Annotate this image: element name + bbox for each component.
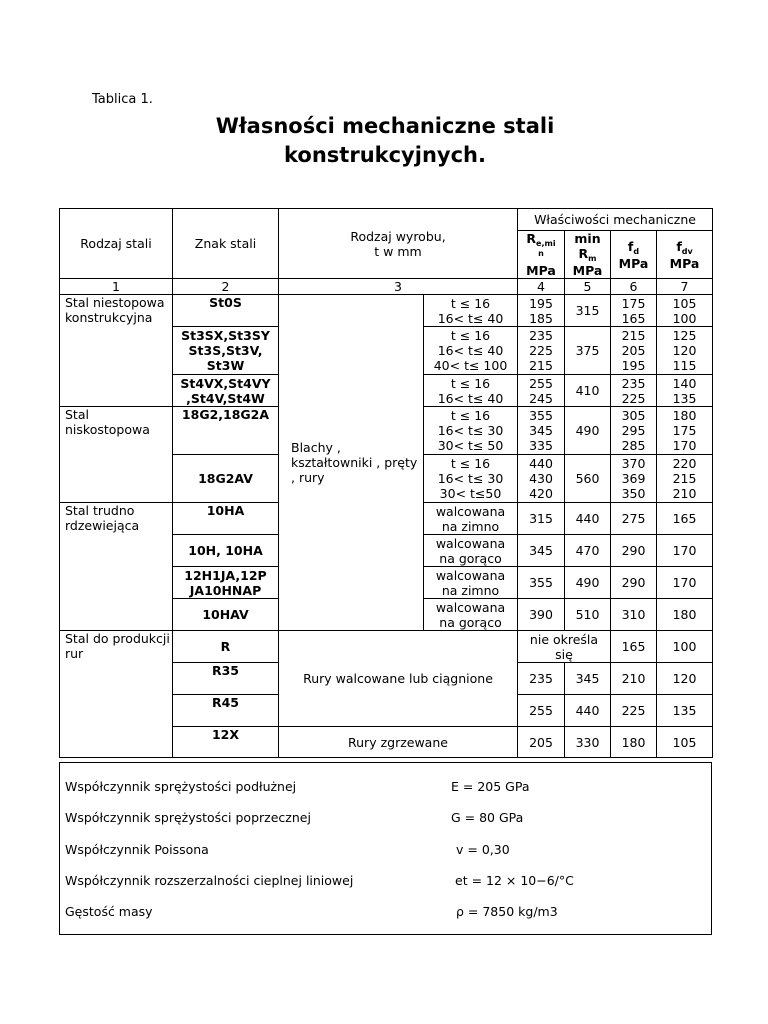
material-constants-box bbox=[59, 762, 712, 935]
thickness-cell: t ≤ 16 16< t≤ 30 30< t≤50 bbox=[424, 455, 518, 503]
header-re-symbol: R bbox=[526, 231, 537, 246]
re-cell: 440 430 420 bbox=[518, 455, 565, 503]
fd-cell: 165 bbox=[611, 631, 657, 663]
header-fd-symbol: f bbox=[627, 238, 634, 254]
rm-cell: 470 bbox=[565, 535, 611, 567]
thickness-cell: t ≤ 16 16< t≤ 40 40< t≤ 100 bbox=[424, 327, 518, 375]
column-number-row bbox=[60, 279, 713, 295]
rm-cell: 375 bbox=[565, 327, 611, 375]
fd-cell: 290 bbox=[611, 567, 657, 599]
steel-type-niestopowa: Stal niestopowa konstrukcyjna bbox=[60, 295, 173, 407]
property-value: G = 80 GPa bbox=[451, 810, 524, 825]
table-label: Tablica 1. bbox=[92, 92, 153, 107]
property-name: Współczynnik Poissona bbox=[65, 842, 209, 857]
header-rodzaj-wyrobu-line-1: Rodzaj wyrobu, bbox=[350, 228, 446, 244]
grade-cell: 10HA bbox=[173, 503, 279, 535]
fdv-cell: 135 bbox=[657, 695, 713, 727]
col-number: 5 bbox=[565, 279, 611, 295]
header-rm-sub: m bbox=[588, 254, 597, 263]
re-cell: 205 bbox=[518, 727, 565, 758]
grade-cell: R45 bbox=[173, 695, 279, 727]
rm-cell: 510 bbox=[565, 599, 611, 631]
property-row bbox=[65, 873, 705, 889]
fdv-cell: 220 215 210 bbox=[657, 455, 713, 503]
fdv-cell: 105 bbox=[657, 727, 713, 758]
grade-cell: 10HAV bbox=[173, 599, 279, 631]
header-fdv-unit: MPa bbox=[669, 255, 700, 271]
grade-cell: 18G2,18G2A bbox=[173, 407, 279, 455]
fd-cell: 225 bbox=[611, 695, 657, 727]
product-rury-zgrzewane: Rury zgrzewane bbox=[279, 727, 518, 758]
property-row bbox=[65, 810, 705, 826]
product-rury-walcowane: Rury walcowane lub ciągnione bbox=[279, 631, 518, 727]
header-rodzaj-wyrobu-line-2: t w mm bbox=[374, 243, 422, 259]
property-row bbox=[65, 779, 705, 795]
grade-cell: St0S bbox=[173, 295, 279, 327]
header-rm-min: min bbox=[574, 231, 601, 246]
col-number: 2 bbox=[173, 279, 279, 295]
re-rm-cell: nie określa się bbox=[518, 631, 611, 663]
header-re-sub-2: n bbox=[538, 249, 544, 258]
thickness-cell: walcowana na zimno bbox=[424, 567, 518, 599]
col-number: 6 bbox=[611, 279, 657, 295]
rm-cell: 490 bbox=[565, 567, 611, 599]
rm-cell: 315 bbox=[565, 295, 611, 327]
fd-cell: 275 bbox=[611, 503, 657, 535]
product-blachy: Blachy , kształtowniki , pręty , rury bbox=[279, 295, 424, 631]
thickness-cell: t ≤ 16 16< t≤ 40 bbox=[424, 295, 518, 327]
header-wlasciwosci: Właściwości mechaniczne bbox=[518, 209, 713, 231]
header-re-sub: e,mi bbox=[536, 239, 556, 248]
page-title bbox=[130, 112, 640, 170]
fd-cell: 305 295 285 bbox=[611, 407, 657, 455]
col-number: 7 bbox=[657, 279, 713, 295]
header-rm-symbol: R bbox=[578, 246, 589, 261]
rm-cell: 345 bbox=[565, 663, 611, 695]
table-row bbox=[60, 631, 713, 663]
grade-cell: 12X bbox=[173, 727, 279, 758]
fd-cell: 210 bbox=[611, 663, 657, 695]
property-value: et = 12 × 10−6/°C bbox=[455, 873, 574, 888]
property-name: Gęstość masy bbox=[65, 904, 153, 919]
rm-cell: 330 bbox=[565, 727, 611, 758]
rm-cell: 440 bbox=[565, 503, 611, 535]
grade-cell: 18G2AV bbox=[173, 455, 279, 503]
header-fdv-symbol: f bbox=[676, 238, 682, 254]
grade-cell: St3SX,St3SY St3S,St3V, St3W bbox=[173, 327, 279, 375]
col-number: 3 bbox=[279, 279, 518, 295]
fdv-cell: 180 175 170 bbox=[657, 407, 713, 455]
fdv-cell: 165 bbox=[657, 503, 713, 535]
col-number: 4 bbox=[518, 279, 565, 295]
header-fdv bbox=[657, 231, 713, 279]
header-re-unit: MPa bbox=[526, 263, 556, 278]
rm-cell: 490 bbox=[565, 407, 611, 455]
re-cell: 355 345 335 bbox=[518, 407, 565, 455]
thickness-cell: t ≤ 16 16< t≤ 30 30< t≤ 50 bbox=[424, 407, 518, 455]
title-line-2: konstrukcyjnych. bbox=[284, 143, 486, 167]
re-cell: 235 225 215 bbox=[518, 327, 565, 375]
fdv-cell: 170 bbox=[657, 567, 713, 599]
steel-type-niskostopowa: Stal niskostopowa bbox=[60, 407, 173, 503]
header-re bbox=[518, 231, 565, 279]
property-name: Współczynnik sprężystości poprzecznej bbox=[65, 810, 311, 825]
re-cell: 255 245 bbox=[518, 375, 565, 407]
fdv-cell: 100 bbox=[657, 631, 713, 663]
property-value: ρ = 7850 kg/m3 bbox=[456, 904, 558, 919]
header-fd-sub: d bbox=[633, 246, 640, 256]
fd-cell: 370 369 350 bbox=[611, 455, 657, 503]
header-fd bbox=[611, 231, 657, 279]
fdv-cell: 125 120 115 bbox=[657, 327, 713, 375]
header-znak-stali: Znak stali bbox=[173, 209, 279, 279]
fdv-cell: 170 bbox=[657, 535, 713, 567]
fd-cell: 175 165 bbox=[611, 295, 657, 327]
thickness-cell: walcowana na zimno bbox=[424, 503, 518, 535]
property-row bbox=[65, 842, 705, 858]
re-cell: 390 bbox=[518, 599, 565, 631]
re-cell: 235 bbox=[518, 663, 565, 695]
fdv-cell: 120 bbox=[657, 663, 713, 695]
rm-cell: 410 bbox=[565, 375, 611, 407]
fdv-cell: 105 100 bbox=[657, 295, 713, 327]
header-rm bbox=[565, 231, 611, 279]
property-row bbox=[65, 904, 705, 920]
thickness-cell: t ≤ 16 16< t≤ 40 bbox=[424, 375, 518, 407]
steel-properties-table bbox=[59, 208, 713, 758]
property-name: Współczynnik rozszerzalności cieplnej liniowej bbox=[65, 873, 354, 888]
header-row-1 bbox=[60, 209, 713, 231]
grade-cell: 10H, 10HA bbox=[173, 535, 279, 567]
fdv-cell: 140 135 bbox=[657, 375, 713, 407]
grade-cell: R bbox=[173, 631, 279, 663]
rm-cell: 440 bbox=[565, 695, 611, 727]
steel-type-trudno: Stal trudno rdzewiejąca bbox=[60, 503, 173, 631]
fd-cell: 235 225 bbox=[611, 375, 657, 407]
fd-cell: 310 bbox=[611, 599, 657, 631]
property-name: Współczynnik sprężystości podłużnej bbox=[65, 779, 297, 794]
header-rodzaj-stali: Rodzaj stali bbox=[60, 209, 173, 279]
re-cell: 255 bbox=[518, 695, 565, 727]
rm-cell: 560 bbox=[565, 455, 611, 503]
col-number: 1 bbox=[60, 279, 173, 295]
header-rodzaj-wyrobu bbox=[279, 209, 518, 279]
fdv-cell: 180 bbox=[657, 599, 713, 631]
grade-cell: St4VX,St4VY ,St4V,St4W bbox=[173, 375, 279, 407]
thickness-cell: walcowana na gorąco bbox=[424, 599, 518, 631]
steel-type-rury: Stal do produkcji rur bbox=[60, 631, 173, 758]
grade-cell: 12H1JA,12P JA10HNAP bbox=[173, 567, 279, 599]
header-rm-unit: MPa bbox=[572, 263, 603, 278]
property-value: E = 205 GPa bbox=[451, 779, 530, 794]
thickness-cell: walcowana na gorąco bbox=[424, 535, 518, 567]
grade-cell: R35 bbox=[173, 663, 279, 695]
header-fdv-sub: dv bbox=[681, 246, 693, 256]
re-cell: 195 185 bbox=[518, 295, 565, 327]
header-fd-unit: MPa bbox=[618, 255, 649, 271]
fd-cell: 290 bbox=[611, 535, 657, 567]
re-cell: 355 bbox=[518, 567, 565, 599]
fd-cell: 180 bbox=[611, 727, 657, 758]
re-cell: 315 bbox=[518, 503, 565, 535]
fd-cell: 215 205 195 bbox=[611, 327, 657, 375]
property-value: v = 0,30 bbox=[456, 842, 510, 857]
re-cell: 345 bbox=[518, 535, 565, 567]
title-line-1: Własności mechaniczne stali bbox=[215, 114, 555, 138]
table-row bbox=[60, 295, 713, 327]
